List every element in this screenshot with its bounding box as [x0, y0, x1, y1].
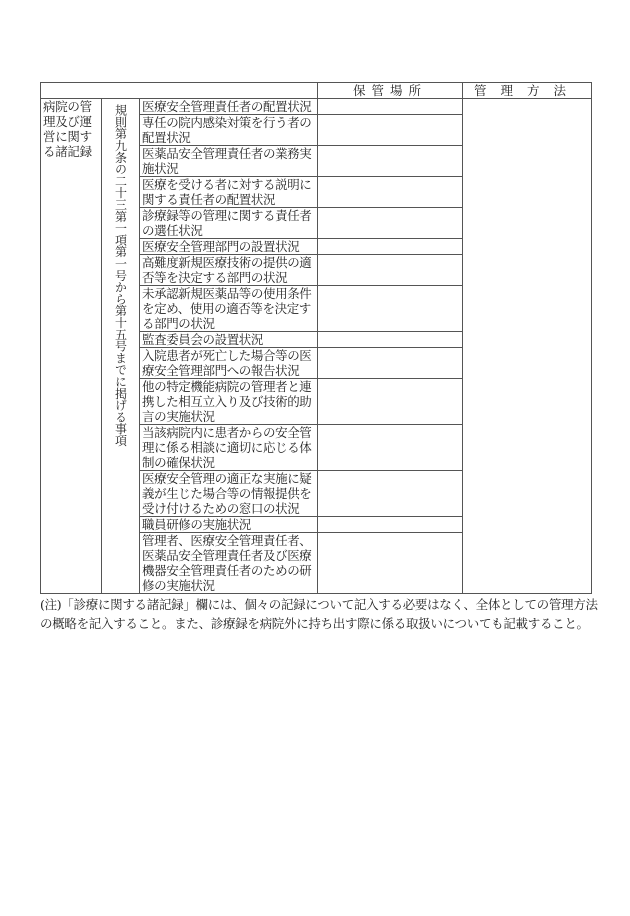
item-label: 監査委員会の設置状況	[140, 332, 318, 348]
management-method-cell[interactable]	[463, 99, 592, 594]
item-label: 専任の院内感染対策を行う者の 配置状況	[140, 115, 318, 146]
item-label: 医療安全管理の適正な実施に疑 義が生じた場合等の情報提供を 受け付けるための窓口の状況	[140, 471, 318, 517]
item-label: 他の特定機能病院の管理者と連 携した相互立入り及び技術的助 言の実施状況	[140, 379, 318, 425]
document-body	[40, 82, 600, 633]
item-label: 職員研修の実施状況	[140, 517, 318, 533]
storage-place-cell[interactable]	[318, 239, 463, 255]
storage-place-cell[interactable]	[318, 517, 463, 533]
storage-place-cell[interactable]	[318, 332, 463, 348]
header-storage-place: 保管場所	[318, 83, 463, 99]
storage-place-cell[interactable]	[318, 177, 463, 208]
storage-place-cell[interactable]	[318, 255, 463, 286]
storage-place-cell[interactable]	[318, 348, 463, 379]
table-row	[41, 99, 592, 115]
records-table	[40, 82, 592, 594]
subcategory-text: 規則第九条の二十三第一項第一号から第十五号までに掲げる事項	[113, 104, 128, 447]
storage-place-cell[interactable]	[318, 208, 463, 239]
storage-place-cell[interactable]	[318, 286, 463, 332]
storage-place-cell[interactable]	[318, 99, 463, 115]
header-blank	[41, 83, 318, 99]
table-header-row	[41, 83, 592, 99]
storage-place-cell[interactable]	[318, 533, 463, 594]
footnote: (注)「診療に関する諸記録」欄には、個々の記録について記入する必要はなく、全体としての管理方法 の概略を記入すること。また、診療録を病院外に持ち出す際に係る取扱いについても記載すること。	[40, 597, 598, 631]
category-cell: 病院の管 理及び運 営に関す る諸記録	[41, 99, 102, 594]
item-label: 医療安全管理責任者の配置状況	[140, 99, 318, 115]
header-management-method: 管理方法	[463, 83, 592, 99]
subcategory-cell	[102, 99, 140, 594]
item-label: 高難度新規医療技術の提供の適 否等を決定する部門の状況	[140, 255, 318, 286]
item-label: 医療を受ける者に対する説明に 関する責任者の配置状況	[140, 177, 318, 208]
item-label: 未承認新規医薬品等の使用条件 を定め、使用の適否等を決定す る部門の状況	[140, 286, 318, 332]
item-label: 管理者、医療安全管理責任者、 医薬品安全管理責任者及び医療 機器安全管理責任者のための研 修の実施状況	[140, 533, 318, 594]
storage-place-cell[interactable]	[318, 379, 463, 425]
item-label: 医療安全管理部門の設置状況	[140, 239, 318, 255]
item-label: 診療録等の管理に関する責任者 の選任状況	[140, 208, 318, 239]
storage-place-cell[interactable]	[318, 146, 463, 177]
storage-place-cell[interactable]	[318, 425, 463, 471]
storage-place-cell[interactable]	[318, 115, 463, 146]
item-label: 入院患者が死亡した場合等の医 療安全管理部門への報告状況	[140, 348, 318, 379]
storage-place-cell[interactable]	[318, 471, 463, 517]
item-label: 当該病院内に患者からの安全管 理に係る相談に適切に応じる体 制の確保状況	[140, 425, 318, 471]
item-label: 医薬品安全管理責任者の業務実 施状況	[140, 146, 318, 177]
